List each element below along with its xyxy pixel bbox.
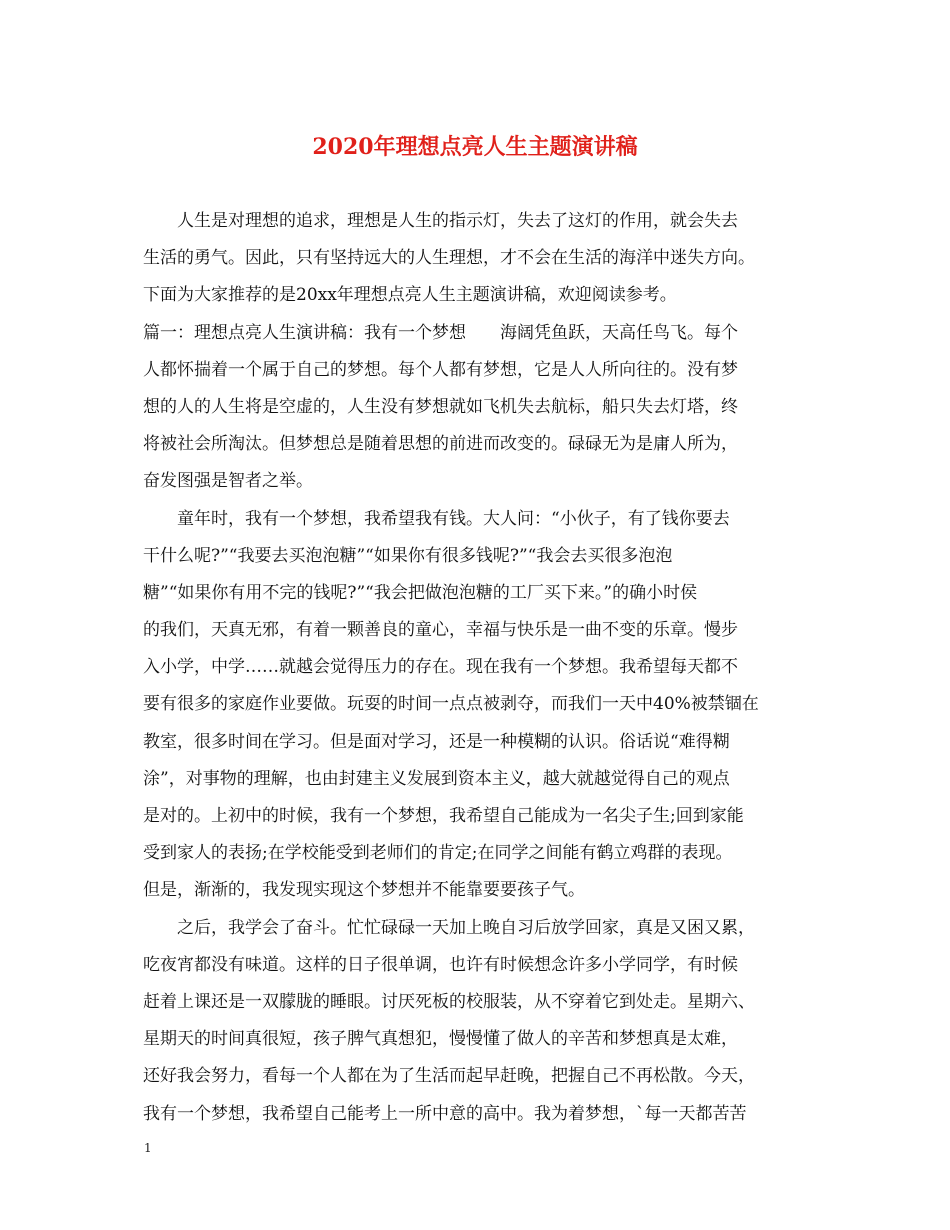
text-line: 是对的。上初中的时候，我有一个梦想，我希望自己能成为一名尖子生;回到家能: [143, 806, 744, 826]
text-line: 人生是对理想的追求，理想是人生的指示灯，失去了这灯的作用，就会失去: [177, 211, 738, 231]
text-line: 之后，我学会了奋斗。忙忙碌碌一天加上晚自习后放学回家，真是又困又累，: [177, 917, 755, 938]
document-title: 2020年理想点亮人生主题演讲稿: [312, 134, 638, 160]
text-line: 人都怀揣着一个属于自己的梦想。每个人都有梦想，它是人人所向往的。没有梦: [143, 359, 738, 380]
text-line: 糖”“如果你有用不完的钱呢?”“我会把做泡泡糖的工厂买下来。”的确小时侯: [143, 582, 698, 603]
text-line: 干什么呢?”“我要去买泡泡糖”“如果你有很多钱呢?”“我会去买很多泡泡: [143, 545, 673, 566]
text-line: 我有一个梦想，我希望自己能考上一所中意的高中。我为着梦想，`每一天都苦苦: [143, 1103, 747, 1124]
text-line: 教室，很多时间在学习。但是面对学习，还是一种模糊的认识。俗话说“难得糊: [143, 731, 730, 752]
text-line: 赶着上课还是一双朦胧的睡眼。讨厌死板的校服装，从不穿着它到处走。星期六、: [143, 991, 755, 1012]
text-line: 奋发图强是智者之举。: [143, 471, 313, 492]
document-body: [143, 203, 813, 1133]
text-line: 童年时，我有一个梦想，我希望我有钱。大人问：“小伙子，有了钱你要去: [177, 508, 730, 529]
text-line: 生活的勇气。因此，只有坚持远大的人生理想，才不会在生活的海洋中迷失方向。: [143, 248, 755, 269]
text-line: 下面为大家推荐的是20xx年理想点亮人生主题演讲稿，欢迎阅读参考。: [143, 285, 677, 306]
text-line: 还好我会努力，看每一个人都在为了生活而起早赶晚，把握自己不再松散。今天，: [143, 1066, 755, 1087]
text-line: 星期天的时间真很短，孩子脾气真想犯，慢慢懂了做人的辛苦和梦想真是太难，: [143, 1029, 738, 1050]
text-line: 涂”，对事物的理解，也由封建主义发展到资本主义，越大就越觉得自己的观点: [143, 768, 730, 789]
text-line: 受到家人的表扬;在学校能受到老师们的肯定;在同学之间能有鹤立鸡群的表现。: [143, 843, 733, 864]
page-number: 1: [144, 1141, 152, 1155]
text-line: 想的人的人生将是空虚的，人生没有梦想就如飞机失去航标，船只失去灯塔，终: [143, 396, 738, 417]
text-line: 吃夜宵都没有味道。这样的日子很单调，也许有时候想念许多小学同学，有时候: [143, 954, 738, 975]
text-line: 的我们，天真无邪，有着一颗善良的童心，幸福与快乐是一曲不变的乐章。慢步: [143, 620, 738, 641]
text-line: 将被社会所淘汰。但梦想总是随着思想的前进而改变的。碌碌无为是庸人所为，: [143, 434, 738, 455]
text-line: 篇一：理想点亮人生演讲稿：我有一个梦想 海阔凭鱼跃，天高任鸟飞。每个: [143, 322, 738, 343]
text-line: 要有很多的家庭作业要做。玩耍的时间一点点被剥夺，而我们一天中40%被禁锢在: [143, 694, 759, 715]
text-line: 入小学，中学……就越会觉得压力的存在。现在我有一个梦想。我希望每天都不: [143, 657, 738, 678]
text-line: 但是，渐渐的，我发现实现这个梦想并不能靠要要孩子气。: [143, 880, 585, 901]
